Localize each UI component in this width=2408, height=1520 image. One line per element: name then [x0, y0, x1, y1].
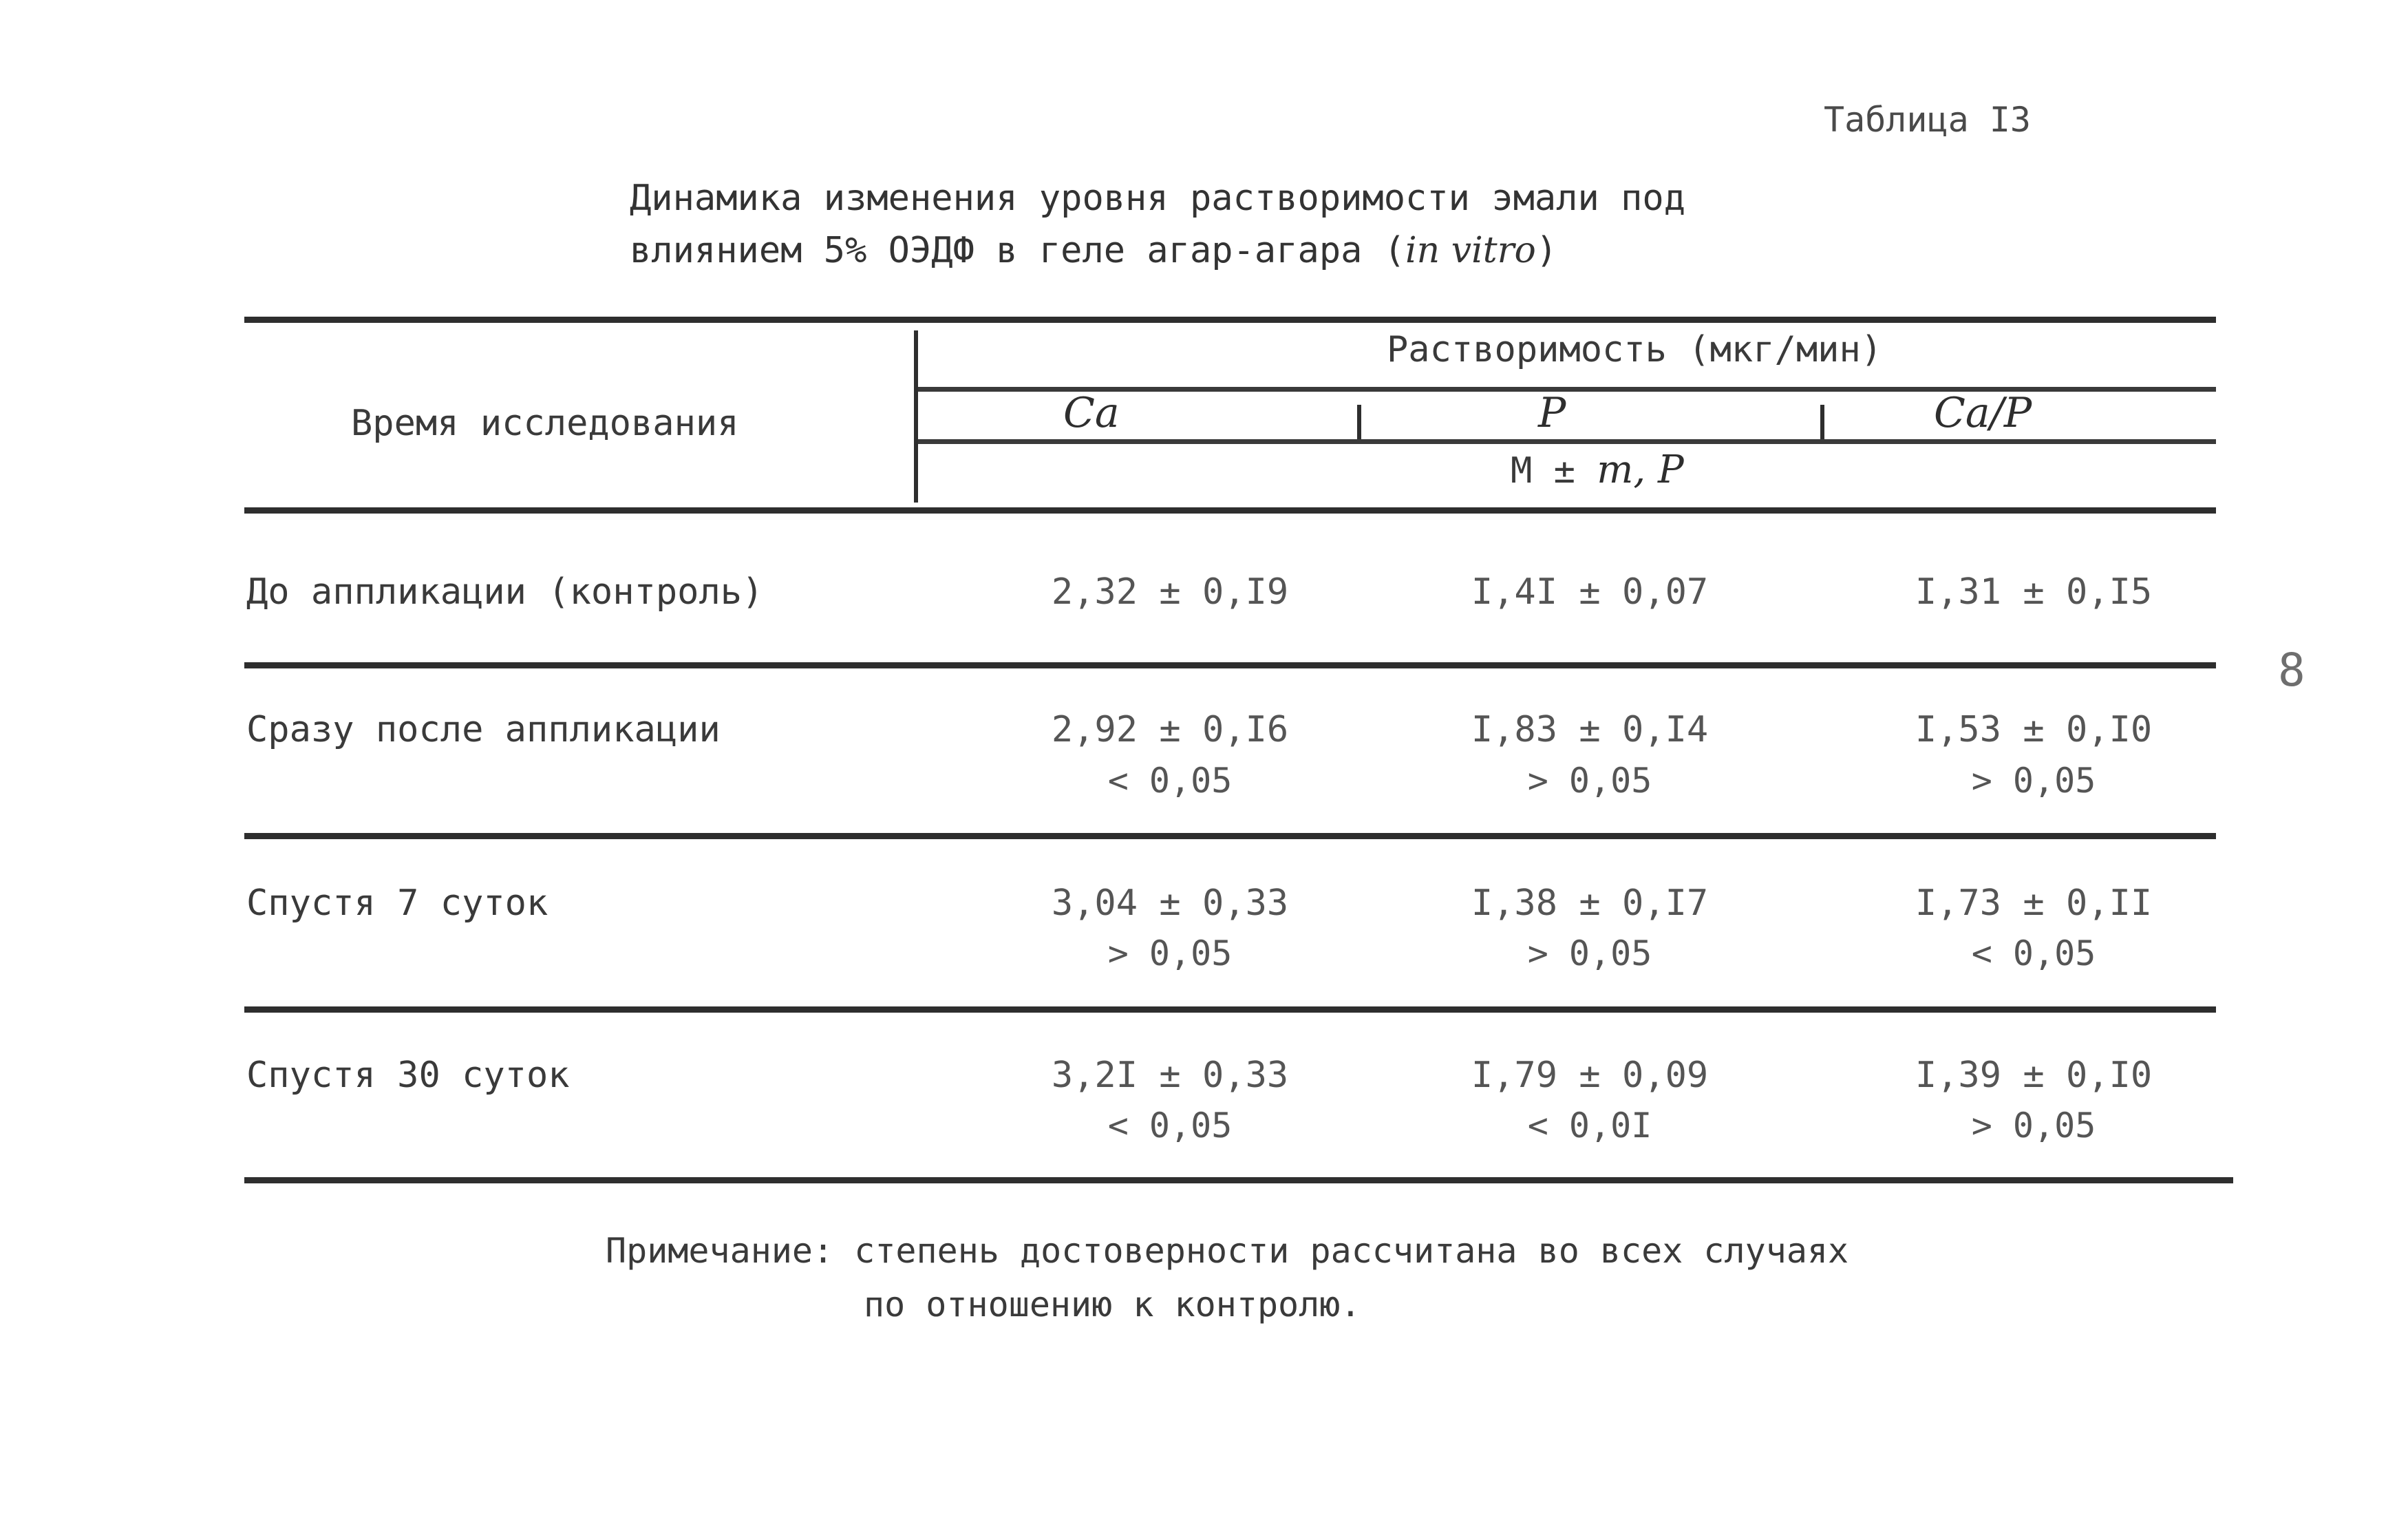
column-header-ca: Ca [1063, 389, 1120, 437]
note-line-1: Примечание: степень достоверности рассчитана во всех случаях [606, 1231, 1849, 1271]
value-ca-p: I,73 ± 0,II [1915, 883, 2153, 924]
row-rule [244, 1006, 2216, 1013]
column-header-p: P [1538, 389, 1566, 437]
header-column-separator [914, 330, 918, 503]
column-header-ca-p: Ca/P [1934, 389, 2032, 437]
table-rule-header-bottom [244, 507, 2216, 514]
p-value-p: < 0,0I [1527, 1106, 1652, 1146]
value-ca: 3,04 ± 0,33 [1051, 883, 1289, 924]
value-p: I,4I ± 0,07 [1471, 571, 1709, 613]
row-label-header: Время исследования [351, 403, 739, 444]
header-column-rule [915, 439, 2216, 444]
table-rule-top [244, 317, 2216, 323]
value-ca-p: I,39 ± 0,I0 [1915, 1055, 2153, 1096]
stats-header [1511, 447, 1684, 492]
column-tick-2 [1820, 405, 1824, 439]
solubility-group-header: Растворимость (мкг/мин) [1387, 329, 1883, 370]
value-ca-p: I,53 ± 0,I0 [1915, 709, 2153, 750]
row-label: Спустя 30 суток [246, 1055, 570, 1096]
p-value-ca-p: > 0,05 [1971, 1106, 2096, 1146]
title-line-2-prefix: влиянием 5% ОЭДФ в геле агар-агара ( [630, 230, 1406, 271]
table-title [630, 172, 1685, 277]
page-number: Таблица I3 [1824, 100, 2032, 140]
p-value-ca-p: > 0,05 [1971, 761, 2096, 801]
stats-header-rest: m, P [1597, 447, 1684, 492]
value-ca: 3,2I ± 0,33 [1051, 1055, 1289, 1096]
p-value-p: > 0,05 [1527, 933, 1652, 973]
value-p: I,83 ± 0,I4 [1471, 709, 1709, 750]
side-mark: 8 [2278, 644, 2305, 697]
p-value-ca: > 0,05 [1107, 933, 1233, 973]
title-line-2 [630, 224, 1685, 277]
row-rule [244, 662, 2216, 668]
table-note [606, 1224, 1848, 1331]
stats-header-m: M ± [1511, 450, 1597, 492]
value-p: I,79 ± 0,09 [1471, 1055, 1709, 1096]
column-tick-1 [1357, 405, 1361, 439]
row-label: Сразу после аппликации [246, 709, 721, 750]
value-ca: 2,92 ± 0,I6 [1051, 709, 1289, 750]
note-line-2: по отношению к контролю. [864, 1285, 1361, 1324]
row-label: Спустя 7 суток [246, 883, 548, 924]
p-value-ca-p: < 0,05 [1971, 933, 2096, 973]
value-ca-p: I,31 ± 0,I5 [1915, 571, 2153, 613]
p-value-p: > 0,05 [1527, 761, 1652, 801]
row-label: До аппликации (контроль) [246, 571, 764, 613]
p-value-ca: < 0,05 [1107, 1106, 1233, 1146]
table-rule-bottom [244, 1177, 2233, 1183]
row-rule [244, 833, 2216, 839]
title-line-2-suffix: ) [1535, 230, 1558, 271]
value-p: I,38 ± 0,I7 [1471, 883, 1709, 924]
title-italic: in vitro [1405, 230, 1536, 271]
p-value-ca: < 0,05 [1107, 761, 1233, 801]
value-ca: 2,32 ± 0,I9 [1051, 571, 1289, 613]
title-line-1: Динамика изменения уровня растворимости эмали под [630, 178, 1686, 219]
